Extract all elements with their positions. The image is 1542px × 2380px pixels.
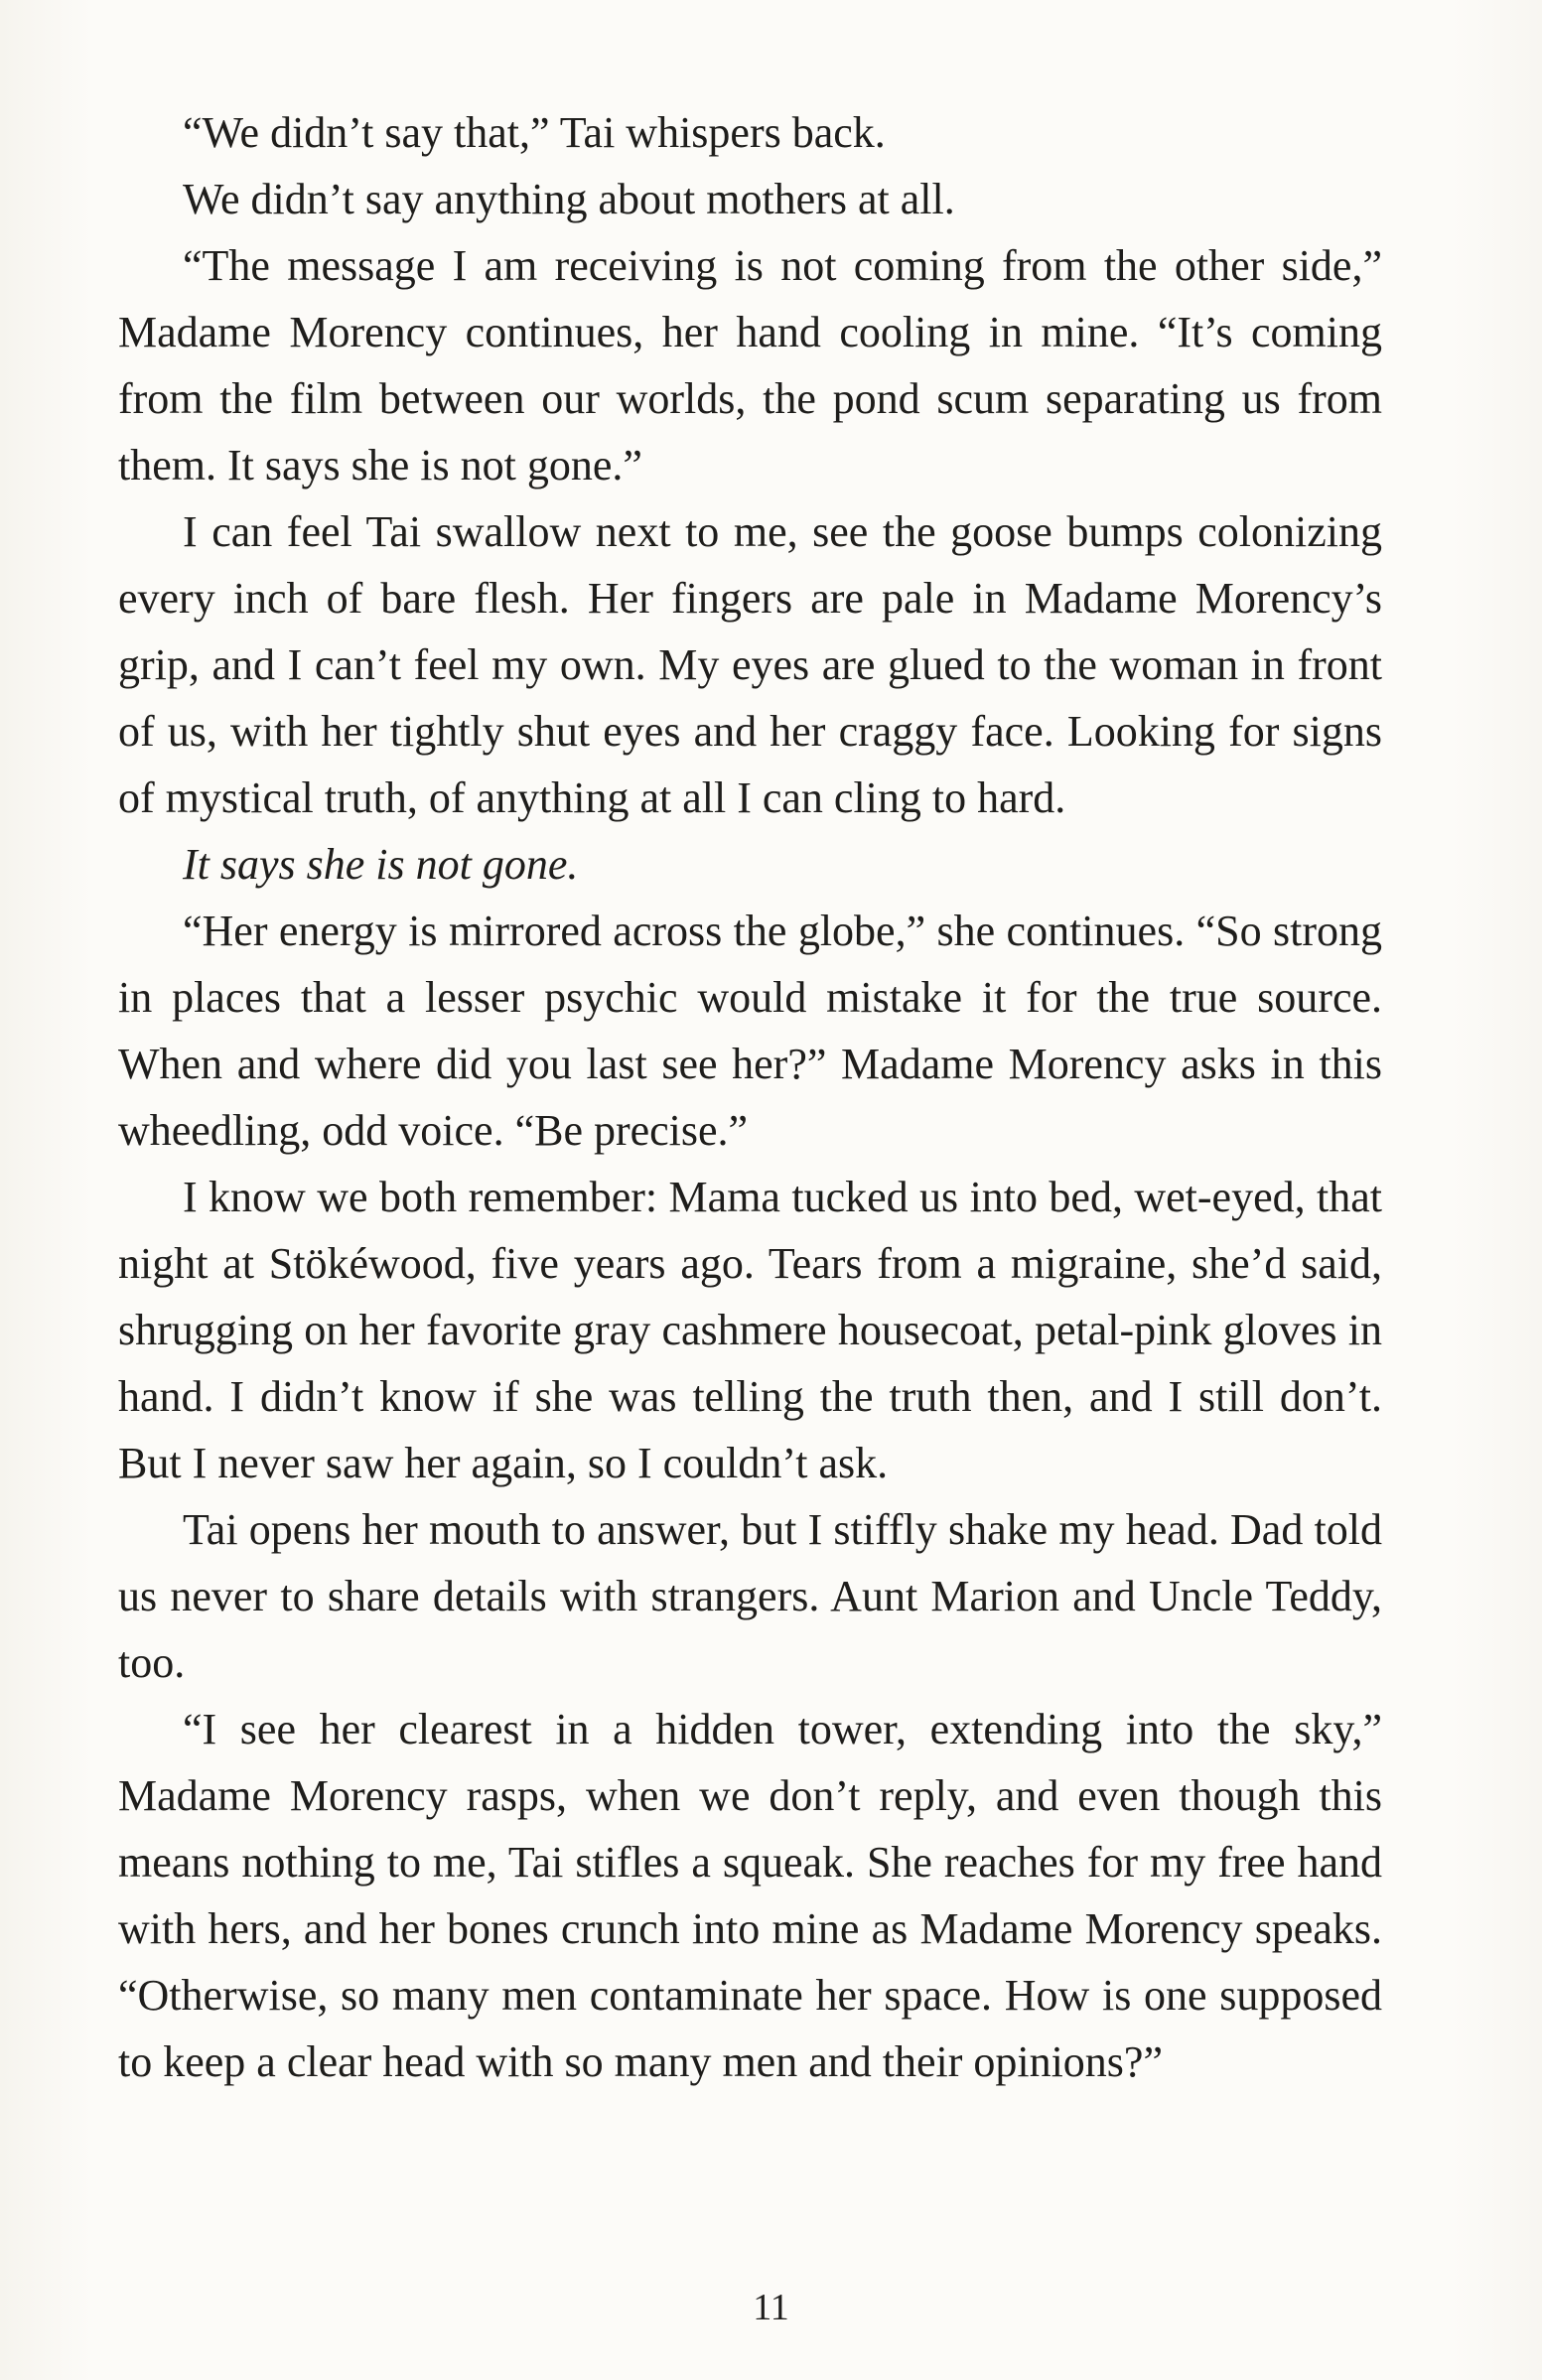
paragraph: I know we both remember: Mama tucked us into bed, wet-eyed, that night at Stökéwood, five years ago. Tears from a migraine, she’d said, shrugging on her favorite gray cashmere housecoat, petal-pink gloves in hand. I didn’t know if she was telling the truth then, and I still don’t. But I never saw her again, so I couldn’t ask. (118, 1173, 1382, 1487)
paragraph: Tai opens her mouth to answer, but I stiffly shake my head. Dad told us never to share details with strangers. Aunt Marion and Uncle Teddy, too. (118, 1505, 1382, 1687)
italic-paragraph: It says she is not gone. (183, 840, 579, 889)
page-number: 11 (753, 2287, 789, 2328)
paragraph: I can feel Tai swallow next to me, see the goose bumps colonizing every inch of bare flesh. Her fingers are pale in Madame Morency’s grip, and I can’t feel my own. My eyes are glued to the woman in front of us, with her tightly shut eyes and her craggy face. Looking for signs of mystical truth, of anything at all I can cling to hard. (118, 507, 1382, 822)
paragraph: We didn’t say anything about mothers at all. (183, 175, 955, 223)
paragraph: “Her energy is mirrored across the globe,” she continues. “So strong in places that a lesser psychic would mistake it for the true source. When and where did you last see her?” Madame Morency asks in this wheedling, odd voice. “Be precise.” (118, 907, 1382, 1155)
body-text (118, 99, 1382, 2095)
paragraph: “The message I am receiving is not coming from the other side,” Madame Morency continues, her hand cooling in mine. “It’s coming from the film between our worlds, the pond scum separating us from them. It says she is not gone.” (118, 241, 1382, 490)
paragraph: “I see her clearest in a hidden tower, extending into the sky,” Madame Morency rasps, when we don’t reply, and even though this means nothing to me, Tai stifles a squeak. She reaches for my free hand with hers, and her bones crunch into mine as Madame Morency speaks. “Otherwise, so many men contaminate her space. How is one supposed to keep a clear head with so many men and their opinions?” (118, 1705, 1382, 2086)
paragraph: “We didn’t say that,” Tai whispers back. (183, 108, 886, 157)
